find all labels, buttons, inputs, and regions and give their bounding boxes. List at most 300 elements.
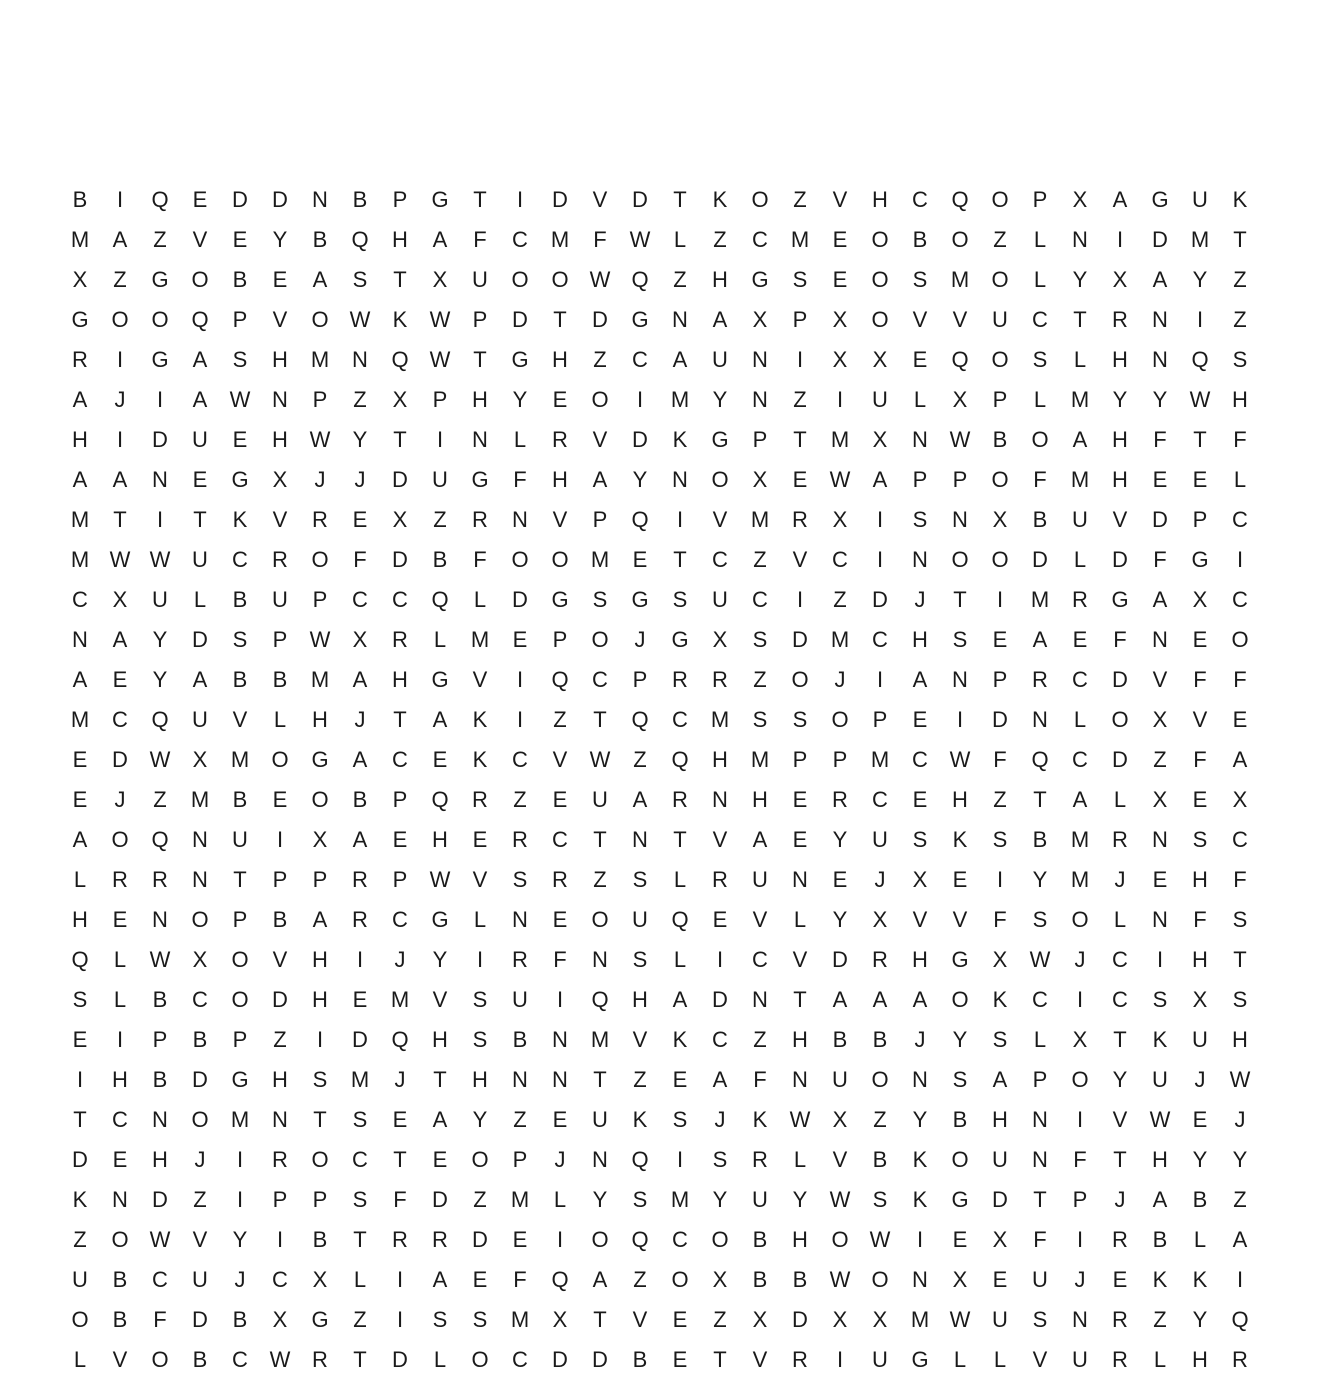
grid-letter[interactable]: X xyxy=(992,507,1008,532)
grid-letter[interactable]: K xyxy=(912,1147,928,1172)
grid-letter[interactable]: O xyxy=(951,547,969,572)
grid-letter[interactable]: X xyxy=(872,427,888,452)
grid-letter[interactable]: L xyxy=(1073,707,1087,732)
grid-letter[interactable]: J xyxy=(714,1107,726,1132)
grid-letter[interactable]: M xyxy=(510,1187,530,1212)
grid-letter[interactable]: M xyxy=(790,227,810,252)
grid-letter[interactable]: C xyxy=(1032,987,1048,1012)
grid-letter[interactable]: Z xyxy=(873,1107,887,1132)
grid-letter[interactable]: O xyxy=(991,547,1009,572)
grid-letter[interactable]: W xyxy=(149,947,171,972)
grid-letter[interactable]: H xyxy=(552,347,568,372)
grid-letter[interactable]: S xyxy=(352,267,368,292)
grid-letter[interactable]: I xyxy=(156,387,164,412)
grid-letter[interactable]: O xyxy=(151,307,169,332)
grid-letter[interactable]: L xyxy=(1233,467,1247,492)
grid-letter[interactable]: Z xyxy=(153,787,167,812)
grid-letter[interactable]: W xyxy=(309,627,331,652)
grid-letter[interactable]: B xyxy=(232,587,248,612)
grid-letter[interactable]: H xyxy=(912,627,928,652)
grid-letter[interactable]: R xyxy=(832,787,848,812)
grid-letter[interactable]: F xyxy=(1033,467,1047,492)
grid-letter[interactable]: A xyxy=(1072,787,1088,812)
grid-letter[interactable]: V xyxy=(712,507,728,532)
grid-letter[interactable]: S xyxy=(792,707,808,732)
grid-letter[interactable]: O xyxy=(951,227,969,252)
grid-letter[interactable]: Y xyxy=(832,827,848,852)
grid-letter[interactable]: A xyxy=(1032,627,1048,652)
grid-letter[interactable]: M xyxy=(1070,867,1090,892)
grid-letter[interactable]: N xyxy=(912,427,928,452)
grid-letter[interactable]: U xyxy=(192,427,208,452)
grid-letter[interactable]: H xyxy=(432,1027,448,1052)
grid-letter[interactable]: I xyxy=(796,587,804,612)
grid-letter[interactable]: M xyxy=(310,347,330,372)
grid-letter[interactable]: Q xyxy=(951,347,969,372)
grid-letter[interactable]: E xyxy=(1192,1107,1208,1132)
grid-letter[interactable]: R xyxy=(272,547,288,572)
grid-letter[interactable]: E xyxy=(672,1347,688,1372)
grid-letter[interactable]: I xyxy=(996,587,1004,612)
grid-letter[interactable]: Y xyxy=(272,227,288,252)
grid-letter[interactable]: H xyxy=(112,1067,128,1092)
grid-letter[interactable]: O xyxy=(711,467,729,492)
grid-letter[interactable]: K xyxy=(752,1107,768,1132)
grid-letter[interactable]: I xyxy=(996,867,1004,892)
grid-letter[interactable]: E xyxy=(392,827,408,852)
grid-letter[interactable]: D xyxy=(552,187,568,212)
grid-letter[interactable]: C xyxy=(512,227,528,252)
grid-letter[interactable]: X xyxy=(712,627,728,652)
grid-letter[interactable]: M xyxy=(590,1027,610,1052)
grid-letter[interactable]: W xyxy=(1229,1067,1251,1092)
grid-letter[interactable]: M xyxy=(230,747,250,772)
grid-letter[interactable]: C xyxy=(1072,747,1088,772)
grid-letter[interactable]: Y xyxy=(1112,387,1128,412)
grid-letter[interactable]: O xyxy=(551,267,569,292)
grid-letter[interactable]: A xyxy=(1112,187,1128,212)
grid-letter[interactable]: U xyxy=(1192,187,1208,212)
grid-letter[interactable]: Z xyxy=(633,1067,647,1092)
grid-letter[interactable]: K xyxy=(632,1107,648,1132)
grid-letter[interactable]: X xyxy=(352,627,368,652)
grid-letter[interactable]: A xyxy=(72,387,88,412)
grid-letter[interactable]: X xyxy=(112,587,128,612)
grid-letter[interactable]: H xyxy=(72,427,88,452)
grid-letter[interactable]: Z xyxy=(633,1267,647,1292)
grid-letter[interactable]: N xyxy=(912,547,928,572)
grid-letter[interactable]: Z xyxy=(993,787,1007,812)
grid-letter[interactable]: U xyxy=(712,587,728,612)
grid-letter[interactable]: K xyxy=(1152,1027,1168,1052)
grid-letter[interactable]: U xyxy=(712,347,728,372)
grid-letter[interactable]: A xyxy=(712,307,728,332)
grid-letter[interactable]: P xyxy=(312,867,328,892)
grid-letter[interactable]: X xyxy=(72,267,88,292)
grid-letter[interactable]: P xyxy=(392,187,408,212)
grid-letter[interactable]: L xyxy=(553,1187,567,1212)
grid-letter[interactable]: Q xyxy=(151,707,169,732)
grid-letter[interactable]: X xyxy=(1112,267,1128,292)
grid-letter[interactable]: N xyxy=(1072,227,1088,252)
grid-letter[interactable]: O xyxy=(1071,907,1089,932)
grid-letter[interactable]: A xyxy=(592,1267,608,1292)
grid-letter[interactable]: H xyxy=(1112,347,1128,372)
grid-letter[interactable]: A xyxy=(432,1267,448,1292)
grid-letter[interactable]: I xyxy=(116,1027,124,1052)
grid-letter[interactable]: E xyxy=(792,827,808,852)
grid-letter[interactable]: I xyxy=(76,1067,84,1092)
grid-letter[interactable]: Z xyxy=(353,387,367,412)
grid-letter[interactable]: A xyxy=(672,347,688,372)
grid-letter[interactable]: R xyxy=(112,867,128,892)
grid-letter[interactable]: E xyxy=(352,987,368,1012)
grid-letter[interactable]: E xyxy=(1192,627,1208,652)
grid-letter[interactable]: L xyxy=(73,1347,87,1372)
grid-letter[interactable]: A xyxy=(1232,747,1248,772)
grid-letter[interactable]: O xyxy=(511,547,529,572)
grid-letter[interactable]: N xyxy=(1152,827,1168,852)
grid-letter[interactable]: N xyxy=(912,1067,928,1092)
grid-letter[interactable]: Q xyxy=(391,1027,409,1052)
grid-letter[interactable]: J xyxy=(914,587,926,612)
grid-letter[interactable]: M xyxy=(510,1307,530,1332)
grid-letter[interactable]: J xyxy=(1194,1067,1206,1092)
grid-letter[interactable]: M xyxy=(750,747,770,772)
grid-letter[interactable]: K xyxy=(912,1187,928,1212)
grid-letter[interactable]: K xyxy=(472,707,488,732)
grid-letter[interactable]: B xyxy=(112,1307,128,1332)
grid-letter[interactable]: E xyxy=(352,507,368,532)
grid-letter[interactable]: C xyxy=(232,1347,248,1372)
grid-letter[interactable]: V xyxy=(112,1347,128,1372)
grid-letter[interactable]: I xyxy=(876,507,884,532)
grid-letter[interactable]: B xyxy=(72,187,88,212)
grid-letter[interactable]: F xyxy=(1033,1227,1047,1252)
grid-letter[interactable]: E xyxy=(1072,627,1088,652)
grid-letter[interactable]: B xyxy=(312,227,328,252)
grid-letter[interactable]: L xyxy=(113,947,127,972)
grid-letter[interactable]: O xyxy=(511,267,529,292)
grid-letter[interactable]: W xyxy=(869,1227,891,1252)
grid-letter[interactable]: Y xyxy=(1032,867,1048,892)
grid-letter[interactable]: V xyxy=(472,867,488,892)
grid-letter[interactable]: A xyxy=(312,267,328,292)
grid-letter[interactable]: G xyxy=(151,267,169,292)
grid-letter[interactable]: A xyxy=(1152,267,1168,292)
grid-letter[interactable]: P xyxy=(232,907,248,932)
grid-letter[interactable]: P xyxy=(392,787,408,812)
grid-letter[interactable]: S xyxy=(912,507,928,532)
grid-letter[interactable]: H xyxy=(472,387,488,412)
grid-letter[interactable]: R xyxy=(672,667,688,692)
grid-letter[interactable]: X xyxy=(312,827,328,852)
grid-letter[interactable]: H xyxy=(632,987,648,1012)
grid-letter[interactable]: H xyxy=(272,427,288,452)
grid-letter[interactable]: V xyxy=(1192,707,1208,732)
grid-letter[interactable]: N xyxy=(552,1067,568,1092)
grid-letter[interactable]: B xyxy=(112,1267,128,1292)
grid-letter[interactable]: T xyxy=(1233,947,1247,972)
grid-letter[interactable]: B xyxy=(1192,1187,1208,1212)
grid-letter[interactable]: D xyxy=(712,987,728,1012)
grid-letter[interactable]: S xyxy=(232,627,248,652)
grid-letter[interactable]: E xyxy=(72,747,88,772)
grid-letter[interactable]: F xyxy=(473,227,487,252)
grid-letter[interactable]: O xyxy=(591,387,609,412)
grid-letter[interactable]: E xyxy=(672,1067,688,1092)
grid-letter[interactable]: P xyxy=(312,387,328,412)
grid-letter[interactable]: E xyxy=(232,427,248,452)
grid-letter[interactable]: W xyxy=(229,387,251,412)
grid-letter[interactable]: T xyxy=(73,1107,87,1132)
grid-letter[interactable]: W xyxy=(829,1187,851,1212)
grid-letter[interactable]: P xyxy=(1032,187,1048,212)
grid-letter[interactable]: H xyxy=(1192,867,1208,892)
grid-letter[interactable]: Z xyxy=(193,1187,207,1212)
grid-letter[interactable]: Z xyxy=(713,227,727,252)
grid-letter[interactable]: X xyxy=(752,1307,768,1332)
grid-letter[interactable]: G xyxy=(631,307,649,332)
grid-letter[interactable]: S xyxy=(232,347,248,372)
grid-letter[interactable]: C xyxy=(392,587,408,612)
grid-letter[interactable]: Z xyxy=(753,1027,767,1052)
grid-letter[interactable]: I xyxy=(316,1027,324,1052)
grid-letter[interactable]: D xyxy=(832,947,848,972)
grid-letter[interactable]: B xyxy=(1032,827,1048,852)
grid-letter[interactable]: F xyxy=(1233,427,1247,452)
grid-letter[interactable]: L xyxy=(1033,227,1047,252)
grid-letter[interactable]: Z xyxy=(753,547,767,572)
grid-letter[interactable]: B xyxy=(352,787,368,812)
grid-letter[interactable]: O xyxy=(951,1147,969,1172)
grid-letter[interactable]: X xyxy=(912,867,928,892)
grid-letter[interactable]: O xyxy=(231,947,249,972)
grid-letter[interactable]: S xyxy=(472,1027,488,1052)
grid-letter[interactable]: R xyxy=(472,507,488,532)
grid-letter[interactable]: B xyxy=(1152,1227,1168,1252)
grid-letter[interactable]: O xyxy=(991,187,1009,212)
grid-letter[interactable]: N xyxy=(1032,1107,1048,1132)
grid-letter[interactable]: U xyxy=(752,867,768,892)
grid-letter[interactable]: P xyxy=(912,467,928,492)
grid-letter[interactable]: C xyxy=(752,947,768,972)
grid-letter[interactable]: A xyxy=(712,1067,728,1092)
grid-letter[interactable]: I xyxy=(356,947,364,972)
grid-letter[interactable]: J xyxy=(114,787,126,812)
grid-letter[interactable]: L xyxy=(953,1347,967,1372)
grid-letter[interactable]: I xyxy=(1076,1227,1084,1252)
grid-letter[interactable]: M xyxy=(390,987,410,1012)
grid-letter[interactable]: N xyxy=(352,347,368,372)
grid-letter[interactable]: Z xyxy=(593,867,607,892)
grid-letter[interactable]: N xyxy=(272,387,288,412)
grid-letter[interactable]: Z xyxy=(1233,267,1247,292)
grid-letter[interactable]: C xyxy=(832,547,848,572)
grid-letter[interactable]: V xyxy=(272,947,288,972)
grid-letter[interactable]: G xyxy=(151,347,169,372)
grid-letter[interactable]: D xyxy=(272,987,288,1012)
grid-letter[interactable]: Q xyxy=(631,707,649,732)
grid-letter[interactable]: J xyxy=(394,947,406,972)
grid-letter[interactable]: M xyxy=(230,1107,250,1132)
grid-letter[interactable]: Z xyxy=(513,1107,527,1132)
grid-letter[interactable]: U xyxy=(992,1147,1008,1172)
grid-letter[interactable]: J xyxy=(354,467,366,492)
grid-letter[interactable]: T xyxy=(473,347,487,372)
grid-letter[interactable]: X xyxy=(552,1307,568,1332)
grid-letter[interactable]: B xyxy=(992,427,1008,452)
grid-letter[interactable]: G xyxy=(71,307,89,332)
grid-letter[interactable]: Q xyxy=(1031,747,1049,772)
grid-letter[interactable]: N xyxy=(1032,1147,1048,1172)
grid-letter[interactable]: B xyxy=(232,267,248,292)
grid-letter[interactable]: D xyxy=(432,1187,448,1212)
grid-letter[interactable]: D xyxy=(992,707,1008,732)
grid-letter[interactable]: Y xyxy=(792,1187,808,1212)
grid-letter[interactable]: U xyxy=(632,907,648,932)
grid-letter[interactable]: N xyxy=(672,467,688,492)
grid-letter[interactable]: X xyxy=(272,467,288,492)
grid-letter[interactable]: I xyxy=(276,827,284,852)
grid-letter[interactable]: W xyxy=(829,467,851,492)
grid-letter[interactable]: Z xyxy=(73,1227,87,1252)
grid-letter[interactable]: C xyxy=(752,587,768,612)
grid-letter[interactable]: W xyxy=(309,427,331,452)
grid-letter[interactable]: T xyxy=(393,707,407,732)
grid-letter[interactable]: Q xyxy=(671,907,689,932)
grid-letter[interactable]: V xyxy=(1152,667,1168,692)
grid-letter[interactable]: C xyxy=(632,347,648,372)
grid-letter[interactable]: I xyxy=(556,1227,564,1252)
grid-letter[interactable]: Z xyxy=(433,507,447,532)
grid-letter[interactable]: R xyxy=(1232,1347,1248,1372)
grid-letter[interactable]: S xyxy=(592,587,608,612)
grid-letter[interactable]: S xyxy=(1232,347,1248,372)
grid-letter[interactable]: C xyxy=(1032,307,1048,332)
grid-letter[interactable]: R xyxy=(352,907,368,932)
grid-letter[interactable]: L xyxy=(473,907,487,932)
grid-letter[interactable]: N xyxy=(592,947,608,972)
grid-letter[interactable]: X xyxy=(1072,1027,1088,1052)
grid-letter[interactable]: V xyxy=(952,907,968,932)
grid-letter[interactable]: E xyxy=(552,787,568,812)
grid-letter[interactable]: H xyxy=(792,1027,808,1052)
grid-letter[interactable]: H xyxy=(1232,1027,1248,1052)
grid-letter[interactable]: B xyxy=(832,1027,848,1052)
grid-letter[interactable]: B xyxy=(912,227,928,252)
grid-letter[interactable]: D xyxy=(1152,227,1168,252)
grid-letter[interactable]: R xyxy=(1072,587,1088,612)
grid-letter[interactable]: G xyxy=(311,1307,329,1332)
grid-letter[interactable]: T xyxy=(793,427,807,452)
grid-letter[interactable]: N xyxy=(192,827,208,852)
grid-letter[interactable]: M xyxy=(670,387,690,412)
grid-letter[interactable]: A xyxy=(72,467,88,492)
grid-letter[interactable]: V xyxy=(192,227,208,252)
grid-letter[interactable]: V xyxy=(832,1147,848,1172)
grid-letter[interactable]: P xyxy=(432,387,448,412)
grid-letter[interactable]: V xyxy=(552,507,568,532)
grid-letter[interactable]: C xyxy=(912,747,928,772)
grid-letter[interactable]: B xyxy=(432,547,448,572)
grid-letter[interactable]: C xyxy=(112,707,128,732)
grid-letter[interactable]: H xyxy=(1232,387,1248,412)
grid-letter[interactable]: A xyxy=(1152,1187,1168,1212)
grid-letter[interactable]: G xyxy=(951,1187,969,1212)
grid-letter[interactable]: T xyxy=(593,1067,607,1092)
grid-letter[interactable]: C xyxy=(672,707,688,732)
grid-letter[interactable]: B xyxy=(752,1267,768,1292)
grid-letter[interactable]: T xyxy=(353,1347,367,1372)
grid-letter[interactable]: A xyxy=(752,827,768,852)
grid-letter[interactable]: J xyxy=(914,1027,926,1052)
grid-letter[interactable]: L xyxy=(1073,347,1087,372)
grid-letter[interactable]: W xyxy=(589,267,611,292)
grid-letter[interactable]: O xyxy=(71,1307,89,1332)
grid-letter[interactable]: D xyxy=(792,1307,808,1332)
grid-letter[interactable]: Z xyxy=(673,267,687,292)
grid-letter[interactable]: N xyxy=(592,1147,608,1172)
grid-letter[interactable]: D xyxy=(392,467,408,492)
grid-letter[interactable]: S xyxy=(1192,827,1208,852)
grid-letter[interactable]: B xyxy=(232,787,248,812)
grid-letter[interactable]: I xyxy=(276,1227,284,1252)
grid-letter[interactable]: I xyxy=(876,547,884,572)
grid-letter[interactable]: E xyxy=(1192,467,1208,492)
grid-letter[interactable]: S xyxy=(632,867,648,892)
grid-letter[interactable]: W xyxy=(149,747,171,772)
grid-letter[interactable]: I xyxy=(716,947,724,972)
grid-letter[interactable]: V xyxy=(592,427,608,452)
grid-letter[interactable]: S xyxy=(952,627,968,652)
grid-letter[interactable]: X xyxy=(872,907,888,932)
grid-letter[interactable]: P xyxy=(1072,1187,1088,1212)
grid-letter[interactable]: H xyxy=(272,1067,288,1092)
grid-letter[interactable]: Q xyxy=(151,187,169,212)
grid-letter[interactable]: D xyxy=(592,1347,608,1372)
grid-letter[interactable]: Q xyxy=(951,187,969,212)
grid-letter[interactable]: X xyxy=(432,267,448,292)
grid-letter[interactable]: Q xyxy=(551,667,569,692)
grid-letter[interactable]: I xyxy=(1236,547,1244,572)
grid-letter[interactable]: B xyxy=(192,1347,208,1372)
grid-letter[interactable]: A xyxy=(1232,1227,1248,1252)
grid-letter[interactable]: S xyxy=(472,1307,488,1332)
grid-letter[interactable]: L xyxy=(353,1267,367,1292)
grid-letter[interactable]: W xyxy=(789,1107,811,1132)
grid-letter[interactable]: G xyxy=(431,907,449,932)
grid-letter[interactable]: C xyxy=(872,627,888,652)
grid-letter[interactable]: G xyxy=(431,667,449,692)
grid-letter[interactable]: P xyxy=(392,867,408,892)
grid-letter[interactable]: F xyxy=(1113,627,1127,652)
grid-letter[interactable]: A xyxy=(592,467,608,492)
grid-letter[interactable]: U xyxy=(872,387,888,412)
grid-letter[interactable]: M xyxy=(870,747,890,772)
grid-letter[interactable]: W xyxy=(429,867,451,892)
grid-letter[interactable]: P xyxy=(632,667,648,692)
grid-letter[interactable]: L xyxy=(793,907,807,932)
grid-letter[interactable]: U xyxy=(752,1187,768,1212)
grid-letter[interactable]: U xyxy=(272,587,288,612)
grid-letter[interactable]: X xyxy=(712,1267,728,1292)
grid-letter[interactable]: P xyxy=(312,587,328,612)
grid-letter[interactable]: P xyxy=(872,707,888,732)
grid-letter[interactable]: P xyxy=(232,1027,248,1052)
grid-letter[interactable]: V xyxy=(552,747,568,772)
grid-letter[interactable]: L xyxy=(193,587,207,612)
